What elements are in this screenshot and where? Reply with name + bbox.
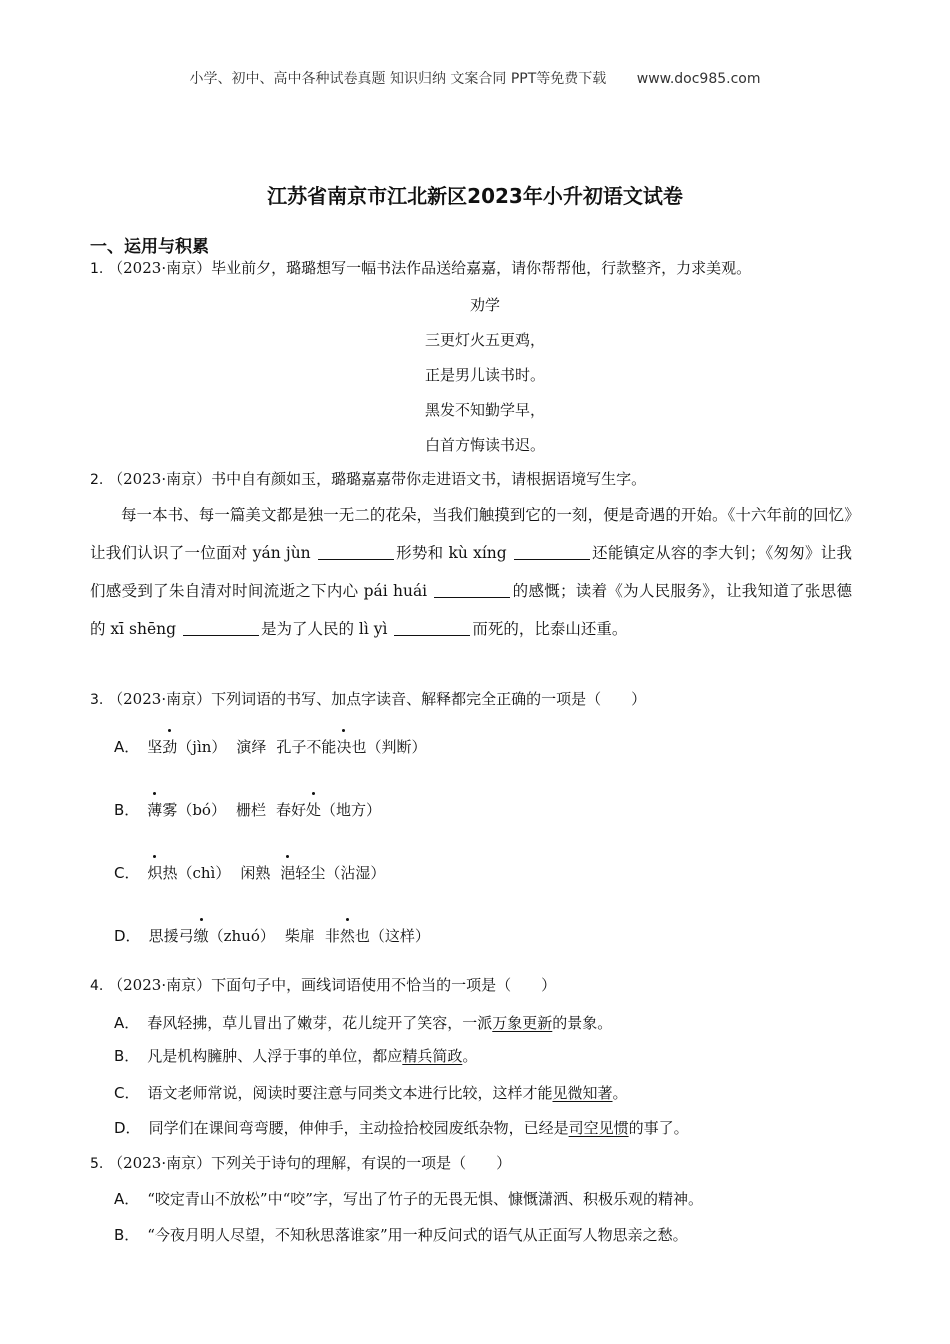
question-number: 5. [90, 1156, 104, 1172]
option-d[interactable] [114, 1117, 689, 1138]
poem-line: 三更灯火五更鸡， [424, 331, 545, 349]
option-letter: B． [114, 1047, 140, 1065]
option-text: （jìn） [177, 738, 227, 756]
exam-title: 江苏省南京市江北新区2023年小升初语文试卷 [267, 184, 683, 208]
question-stem: （2023·南京）下列关于诗句的理解，有误的一项是（ ） [108, 1154, 512, 1172]
dotted-char: 决 [336, 738, 352, 756]
option-d[interactable] [114, 925, 430, 946]
option-text: 凡是机构臃肿、人浮于事的单位，都应 [147, 1047, 403, 1065]
dotted-char: 然 [339, 927, 355, 945]
option-a[interactable] [114, 1012, 612, 1033]
paragraph-text: 是为了人民的 lì yì [261, 620, 393, 638]
dotted-char: 薄 [147, 801, 163, 819]
answer-blank[interactable] [183, 619, 259, 636]
poem-title: 劝学 [469, 296, 500, 314]
question-number: 2. [90, 472, 104, 488]
option-b[interactable] [114, 1224, 688, 1245]
question-number: 3. [90, 692, 104, 708]
option-text: 思援弓 [148, 927, 194, 945]
option-text: 演绎 [236, 738, 267, 756]
answer-blank[interactable] [434, 581, 510, 598]
question-1 [90, 257, 751, 280]
option-letter: A． [114, 738, 140, 756]
option-text: 春风轻拂，草儿冒出了嫩芽，花儿绽开了笑容，一派 [147, 1014, 493, 1032]
poem-line: 正是男儿读书时。 [424, 366, 545, 384]
option-c[interactable] [114, 862, 385, 883]
option-a[interactable] [114, 1188, 703, 1209]
paragraph-text: 而死的，比泰山还重。 [472, 620, 628, 638]
option-text: 的景象。 [552, 1014, 613, 1032]
option-a[interactable] [114, 736, 426, 757]
page-header [0, 68, 950, 88]
question-stem: （2023·南京）毕业前夕，璐璐想写一幅书法作品送给嘉嘉，请你帮帮他，行款整齐，力求美观。 [108, 259, 752, 277]
option-text: 闲熟 [240, 864, 271, 882]
answer-blank[interactable] [394, 619, 470, 636]
dotted-char: 炽 [147, 864, 163, 882]
option-b[interactable] [114, 799, 381, 820]
paragraph-text: 还能镇定从容的李大钊；《匆匆》让我们感受到了朱自清对时间流逝之下内心 pái huái [90, 544, 852, 600]
underlined-phrase: 万象更新 [492, 1014, 553, 1032]
dotted-char: 劲 [162, 738, 178, 756]
underlined-phrase: 精兵简政 [402, 1047, 463, 1065]
question-number: 1. [90, 261, 104, 277]
question-stem: （2023·南京）书中自有颜如玉，璐璐嘉嘉带你走进语文书，请根据语境写生字。 [108, 470, 647, 488]
option-letter: A． [114, 1190, 140, 1208]
question-stem: （2023·南京）下列词语的书写、加点字读音、解释都完全正确的一项是（ ） [108, 690, 647, 708]
option-c[interactable] [114, 1082, 628, 1103]
underlined-phrase: 司空见惯 [568, 1119, 629, 1137]
option-letter: C． [114, 864, 140, 882]
option-text: 雾（bó） [162, 801, 226, 819]
option-text: 。 [462, 1047, 478, 1065]
question-stem: （2023·南京）下面句子中，画线词语使用不恰当的一项是（ ） [108, 976, 557, 994]
option-text: 春好 [275, 801, 306, 819]
dotted-char: 处 [305, 801, 321, 819]
option-text: 孔子不能 [276, 738, 337, 756]
paragraph-text: 形势和 kù xíng [395, 544, 512, 562]
underlined-phrase: 见微知著 [552, 1084, 613, 1102]
question-3 [90, 688, 646, 711]
option-text: （地方） [321, 801, 382, 819]
option-letter: D． [114, 1119, 141, 1137]
option-text: “咬定青山不放松”中“咬”字，写出了竹子的无畏无惧、慷慨潇洒、积极乐观的精神。 [147, 1190, 703, 1208]
option-letter: D． [114, 927, 141, 945]
option-letter: C． [114, 1084, 140, 1102]
question-number: 4. [90, 978, 104, 994]
option-text: 的事了。 [628, 1119, 689, 1137]
option-letter: A． [114, 1014, 140, 1032]
question-4 [90, 974, 556, 997]
option-text: “今夜月明人尽望，不知秋思落谁家”用一种反问式的语气从正面写人物思亲之愁。 [147, 1226, 688, 1244]
section-heading: 一、运用与积累 [90, 237, 209, 257]
fill-in-paragraph [90, 496, 852, 648]
paragraph-text: 的感慨；读着《为人民服务》，让我知道了张思德的 xī shēng [90, 582, 852, 638]
poem-line: 黑发不知勤学早， [424, 401, 545, 419]
poem-line: 白首方悔读书迟。 [424, 436, 545, 454]
header-text: 小学、初中、高中各种试卷真题 知识归纳 文案合同 PPT等免费下载 [189, 71, 607, 87]
question-5 [90, 1152, 511, 1175]
option-text: 非 [324, 927, 340, 945]
option-text: 也（判断） [351, 738, 427, 756]
answer-blank[interactable] [514, 543, 590, 560]
question-2 [90, 468, 646, 491]
option-b[interactable] [114, 1045, 477, 1066]
option-text: 也（这样） [354, 927, 430, 945]
option-text: 语文老师常说，阅读时要注意与同类文本进行比较，这样才能 [147, 1084, 553, 1102]
option-text: 轻尘（沾湿） [295, 864, 386, 882]
option-text: 栅栏 [235, 801, 266, 819]
option-text: 热（chì） [162, 864, 231, 882]
option-text: 。 [612, 1084, 628, 1102]
header-url[interactable]: www.doc985.com [636, 71, 761, 87]
option-text: 坚 [147, 738, 163, 756]
option-text: 同学们在课间弯弯腰，伸伸手，主动捡拾校园废纸杂物，已经是 [148, 1119, 569, 1137]
option-letter: B． [114, 1226, 140, 1244]
dotted-char: 缴 [193, 927, 209, 945]
answer-blank[interactable] [318, 543, 394, 560]
option-text: （zhuó） [208, 927, 275, 945]
option-letter: B． [114, 801, 140, 819]
paragraph-text: 每一本书、每一篇美文都是独一无二的花朵，当我们触摸到它的一刻，便是奇遇的开始。《十六年前的回忆》让我们认识了一位面对 yán jùn [90, 506, 852, 562]
dotted-char: 浥 [280, 864, 296, 882]
option-text: 柴扉 [284, 927, 315, 945]
